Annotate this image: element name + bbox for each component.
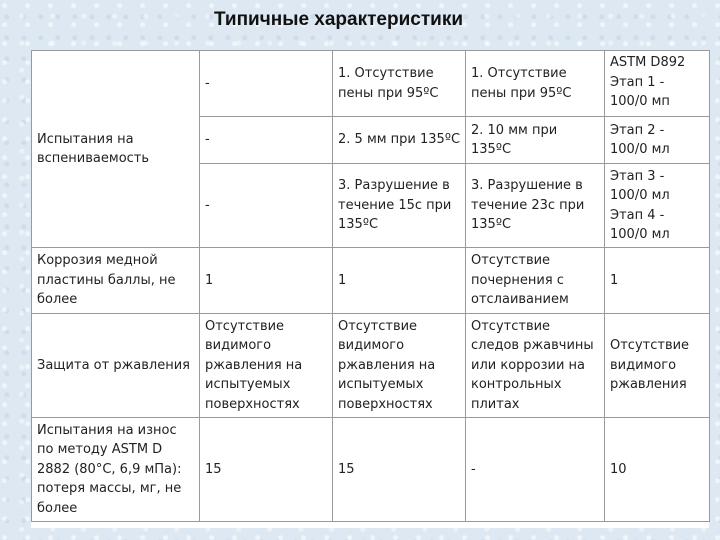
table-cell: 1 (605, 248, 710, 314)
specs-table (31, 50, 710, 522)
table-cell: 15 (333, 418, 466, 522)
table-cell: Отсутствие видимого ржавления на испытуемых поверхностях (200, 314, 333, 418)
specs-table-card (31, 50, 709, 528)
table-cell: - (200, 117, 333, 164)
table-row (32, 51, 710, 117)
table-cell: 10 (605, 418, 710, 522)
table-cell: Коррозия медной пластины баллы, не более (32, 248, 200, 314)
table-cell: Отсутствие видимого ржавления (605, 314, 710, 418)
table-cell: - (466, 418, 605, 522)
table-cell: 3. Разрушение в течение 23с при 135ºС (466, 164, 605, 248)
table-cell: 1 (200, 248, 333, 314)
table-cell: 1. Отсутствие пены при 95ºС (466, 51, 605, 117)
table-cell: 2. 10 мм при 135ºС (466, 117, 605, 164)
table-cell: 15 (200, 418, 333, 522)
table-cell: 1 (333, 248, 466, 314)
table-cell: Испытания на износ по методу ASTM D 2882 (80°С, 6,9 мПа): потеря массы, мг, не более (32, 418, 200, 522)
table-row (32, 418, 710, 522)
table-cell: Отсутствие почернения с отслаиванием (466, 248, 605, 314)
table-cell: - (200, 51, 333, 117)
table-cell: Этап 2 - 100/0 мл (605, 117, 710, 164)
table-row (32, 248, 710, 314)
table-cell: Этап 3 - 100/0 мл Этап 4 - 100/0 мл (605, 164, 710, 248)
table-cell: - (200, 164, 333, 248)
table-cell: ASTM D892 Этап 1 - 100/0 мп (605, 51, 710, 117)
table-cell: Отсутствие видимого ржавления на испытуемых поверхностях (333, 314, 466, 418)
page-title: Типичные характеристики (214, 9, 464, 30)
table-cell-foam-test-label: Испытания на вспениваемость (32, 51, 200, 248)
table-cell: Отсутствие следов ржавчины или коррозии на контрольных плитах (466, 314, 605, 418)
table-cell: 1. Отсутствие пены при 95ºС (333, 51, 466, 117)
table-row (32, 314, 710, 418)
table-cell: 3. Разрушение в течение 15с при 135ºС (333, 164, 466, 248)
table-cell: 2. 5 мм при 135ºС (333, 117, 466, 164)
table-cell: Защита от ржавления (32, 314, 200, 418)
